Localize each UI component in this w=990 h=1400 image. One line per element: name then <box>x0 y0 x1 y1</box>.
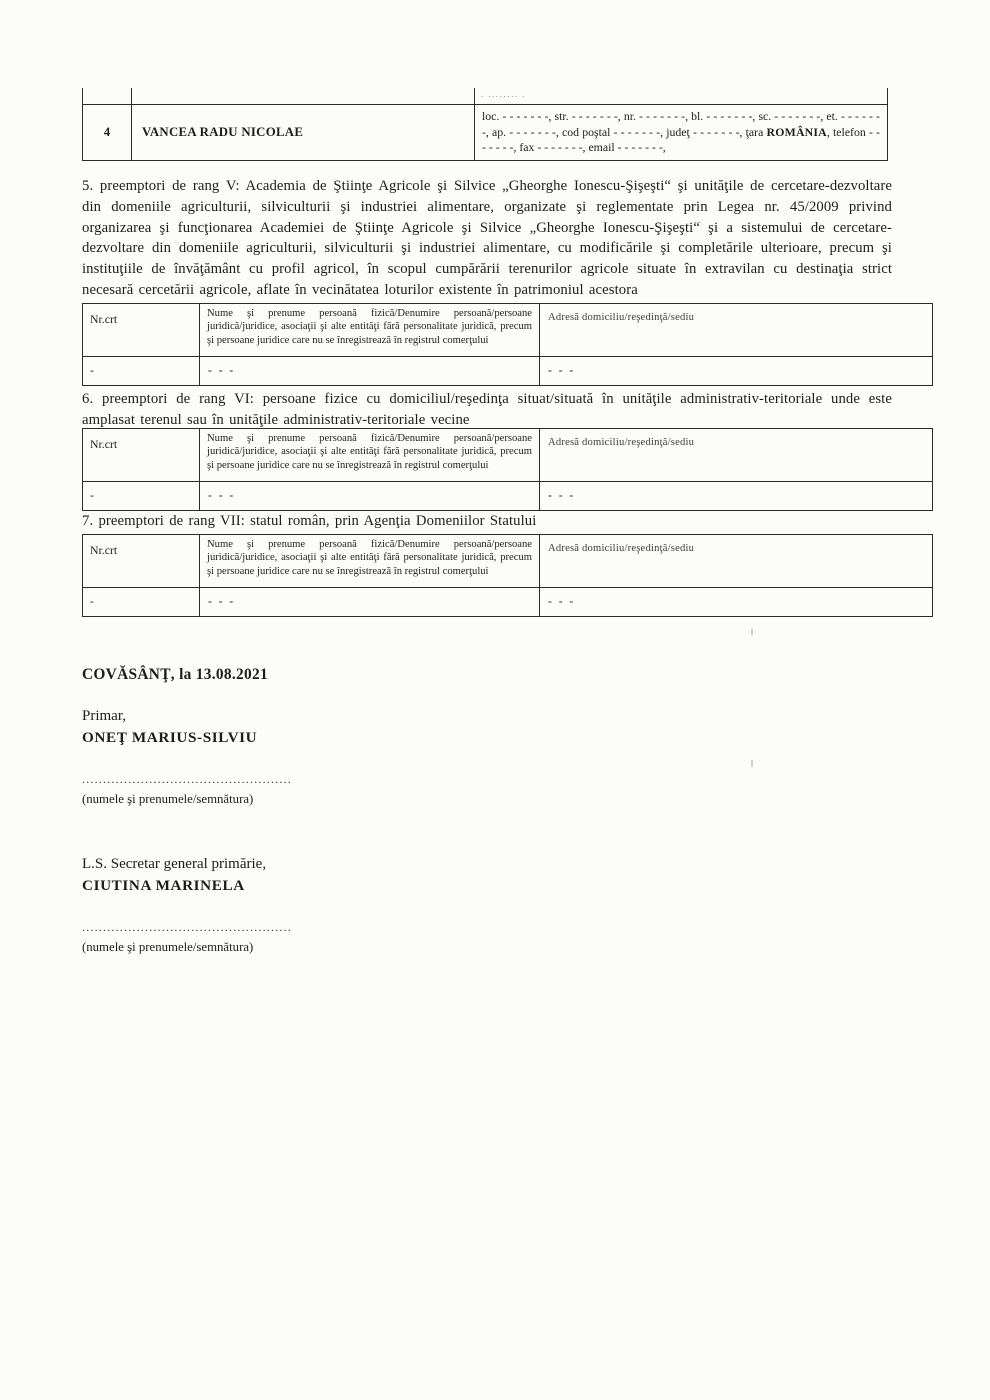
cell-name: - - - <box>200 482 540 511</box>
signature-line-secretary: .................................................. <box>82 920 292 934</box>
cut-off-cell <box>475 88 888 105</box>
cell-address: - - - <box>540 482 933 511</box>
col-header-name: Nume şi prenume persoană fizică/Denumire persoană/persoane juridică/juridice, asociaţii şi alte entităţi fără personalitate juridică, precum şi persoane juridice care nu se înregistrează în registrul comerţului <box>200 304 540 357</box>
cell-nr: - <box>83 482 200 511</box>
cut-off-cell <box>132 88 475 105</box>
col-header-address: Adresă domiciliu/reşedinţă/sediu <box>540 535 933 588</box>
col-header-name: Nume şi prenume persoană fizică/Denumire persoană/persoane juridică/juridice, asociaţii şi alte entităţi fără personalitate juridică, precum şi persoane juridice care nu se înregistrează în registrul comerţului <box>200 535 540 588</box>
cell-nr: - <box>83 357 200 386</box>
cell-address: - - - <box>540 588 933 617</box>
address-suffix: , telefon - - - - - - -, fax - - - - - - -, email - - - - - - -, <box>482 124 880 155</box>
cut-off-previous-row <box>83 88 888 105</box>
preemptor-rank-iv-table <box>82 88 888 161</box>
col-header-address: Adresă domiciliu/reşedinţă/sediu <box>540 429 933 482</box>
scan-speck <box>751 760 753 767</box>
rank-vi-table <box>82 428 933 511</box>
signature-role-secretary: L.S. Secretar general primărie, <box>82 856 267 872</box>
preemptor-address-cell <box>475 105 888 161</box>
paragraph-rank-v: 5. preemptori de rang V: Academia de Ştiinţe Agricole şi Silvice „Gheorghe Ionescu-Şişeşti“ şi unităţile de cercetare-dezvoltare din domeniile agriculturii, silviculturii şi industriei alimentare, organizate şi reglementate prin Legea nr. 45/2009 privind organizarea şi funcţionarea Academiei de Ştiinţe Agricole şi Silvice „Gheorghe Ionescu-Şişeşti“ şi a sistemului de cercetare-dezvoltare din domeniile agriculturii, silviculturii şi industriei alimentare, cu modificările şi completările ulterioare, precum şi instituţiile de învăţământ cu profil agricol, în scopul cumpărării terenurilor agricole situate în extravilan cu destinaţia strict necesară cercetării agricole, aflate în vecinătatea loturilor existente în patrimoniul acestora <box>82 178 892 298</box>
table-row <box>83 482 933 511</box>
rank-vii-table <box>82 534 933 617</box>
rank-v-table <box>82 303 933 386</box>
cut-off-cell <box>83 88 132 105</box>
cell-name: - - - <box>200 588 540 617</box>
cell-nr: - <box>83 588 200 617</box>
col-header-nr: Nr.crt <box>83 535 200 588</box>
signature-caption-mayor: (numele şi prenumele/semnătura) <box>82 792 254 806</box>
address-prefix: loc. - - - - - - -, str. - - - - - - -, nr. - - - - - - -, bl. - - - - - - -, sc. - - - - - - -, et. - - - - - - -, ap. - - - - - - -, cod poştal - - - - - - -, judeţ - - - - - - -, ţara <box>482 108 880 139</box>
paragraph-rank-vii: 7. preemptori de rang VII: statul român, prin Agenţia Domeniilor Statului <box>82 513 537 529</box>
col-header-address: Adresă domiciliu/reşedinţă/sediu <box>540 304 933 357</box>
table-row <box>83 105 888 161</box>
scan-speck <box>751 629 753 635</box>
place-and-date: COVĂSÂNŢ, la 13.08.2021 <box>82 666 269 683</box>
preemptor-name-cell: VANCEA RADU NICOLAE <box>132 105 475 161</box>
signature-name-secretary: CIUTINA MARINELA <box>82 877 245 894</box>
table-header-row <box>83 304 933 357</box>
previous-row-remnant-text: · ········ · <box>481 92 526 101</box>
cell-name: - - - <box>200 357 540 386</box>
table-row <box>83 588 933 617</box>
table-row <box>83 357 933 386</box>
paragraph-rank-vi: 6. preemptori de rang VI: persoane fizice cu domiciliul/reşedinţa situat/situată în unităţile administrativ-teritoriale unde este amplasat terenul sau în unităţile administrativ-teritoriale vecine <box>82 391 892 428</box>
col-header-nr: Nr.crt <box>83 304 200 357</box>
col-header-name: Nume şi prenume persoană fizică/Denumire persoană/persoane juridică/juridice, asociaţii şi alte entităţi fără personalitate juridică, precum şi persoane juridice care nu se înregistrează în registrul comerţului <box>200 429 540 482</box>
signature-name-mayor: ONEŢ MARIUS-SILVIU <box>82 729 258 746</box>
cell-address: - - - <box>540 357 933 386</box>
signature-role-mayor: Primar, <box>82 708 126 724</box>
signature-line-mayor: .................................................. <box>82 772 292 786</box>
table-header-row <box>83 535 933 588</box>
signature-caption-secretary: (numele şi prenumele/semnătura) <box>82 940 254 954</box>
col-header-nr: Nr.crt <box>83 429 200 482</box>
address-country: ROMÂNIA <box>766 124 827 139</box>
table-header-row <box>83 429 933 482</box>
row-number-cell: 4 <box>83 105 132 161</box>
